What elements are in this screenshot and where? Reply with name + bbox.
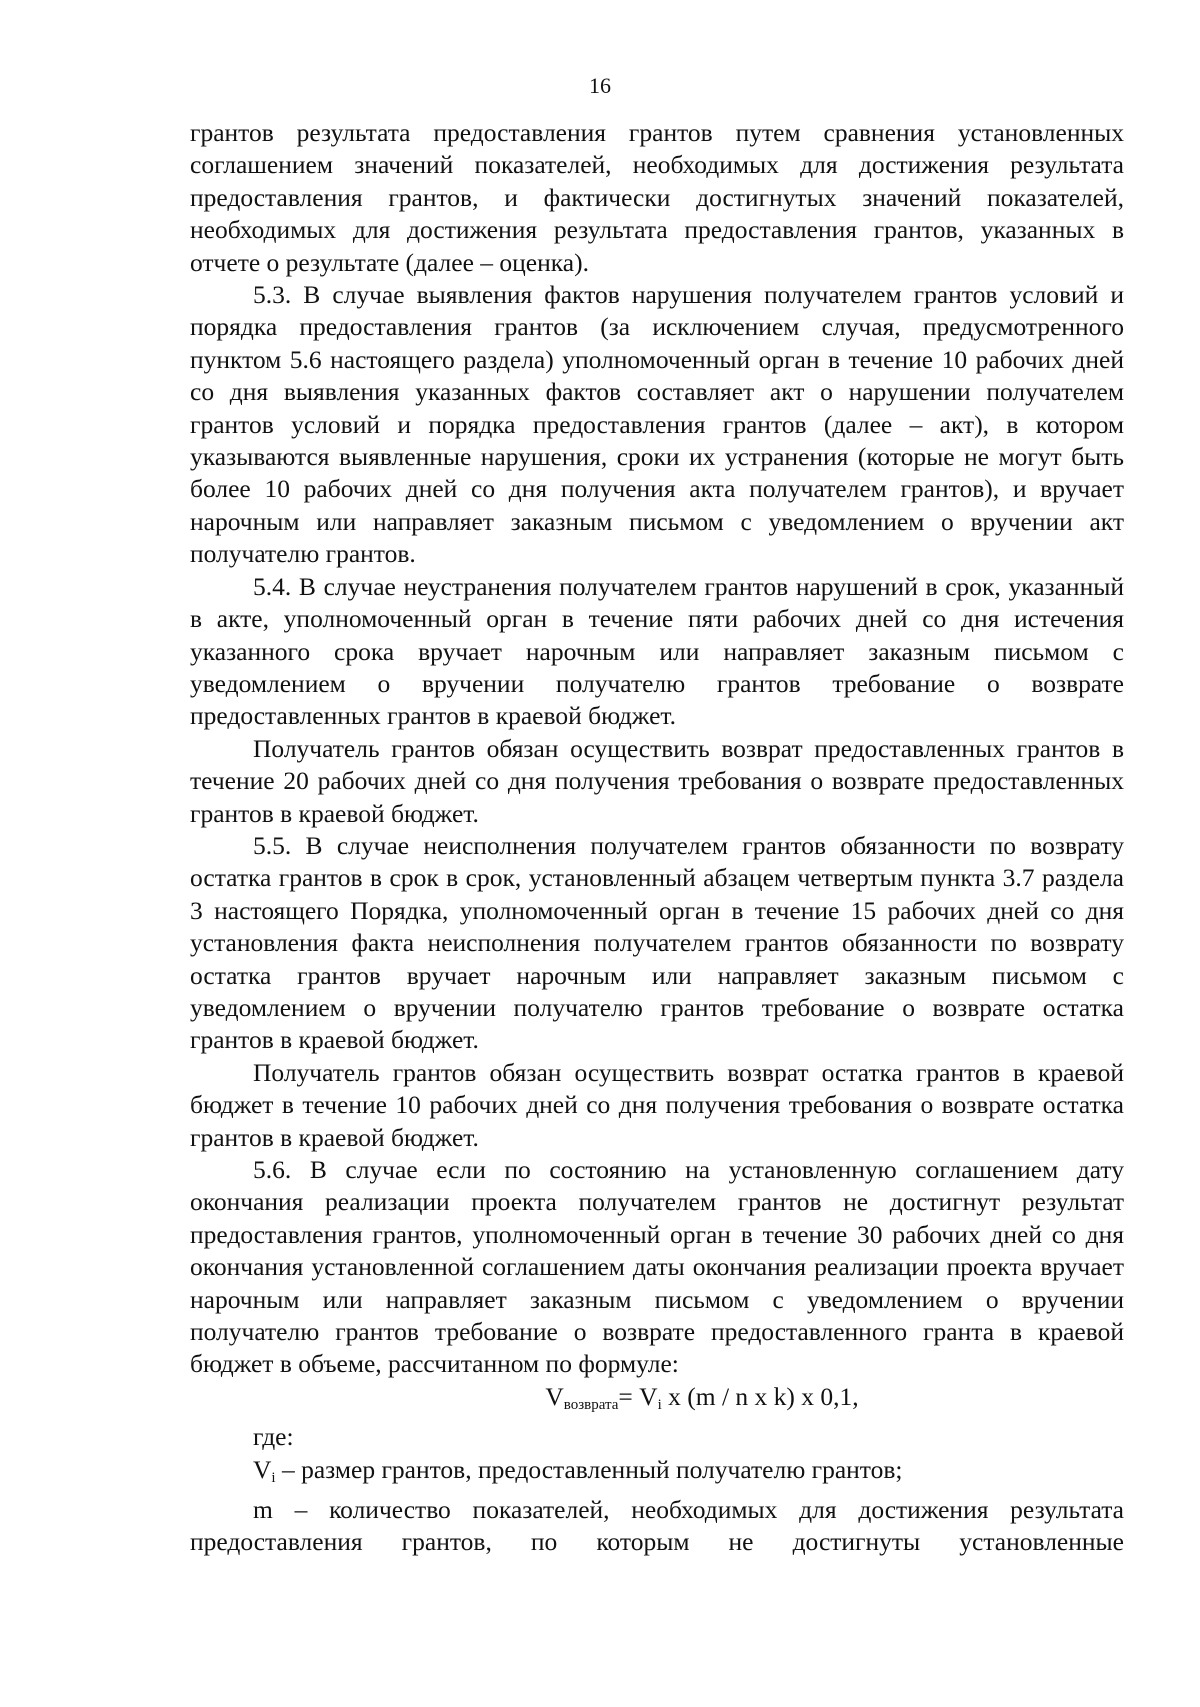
paragraph-5-3: 5.3. В случае выявления фактов нарушения получателем грантов условий и порядка предоставления грантов (за исключением случая, предусмотренного пунктом 5.6 настоящего раздела) уполномоченный орган в течение 10 рабочих дней со дня выявления указанных фактов составляет акт о нарушении получателем грантов условий и порядка предоставления грантов (далее – акт), в котором указываются выявленные нарушения, сроки их устранения (которые не могут быть более 10 рабочих дней со дня получения акта получателем грантов), и вручает нарочным или направляет заказным письмом с уведомлением о вручении акт получателю грантов.	[190, 280, 1124, 569]
formula-tail: x (m / n x k) x 0,1,	[661, 1381, 859, 1411]
vi-symbol: V	[253, 1454, 272, 1484]
vi-definition-text: – размер грантов, предоставленный получателю грантов;	[275, 1454, 903, 1484]
paragraph-5-5: 5.5. В случае неисполнения получателем грантов обязанности по возврату остатка грантов в срок в срок, установленный абзацем четвертым пункта 3.7 раздела 3 настоящего Порядка, уполномоченный орган в течение 15 рабочих дней со дня установления факта неисполнения получателем грантов обязанности по возврату остатка грантов вручает нарочным или направляет заказным письмом с уведомлением о вручении получателю грантов требование о возврате остатка грантов в краевой бюджет.	[190, 830, 1124, 1055]
definition-m: m – количество показателей, необходимых для достижения результата предоставления грантов, по которым не достигнуты установленные	[190, 1495, 1124, 1557]
vi-subscript: i	[271, 1469, 276, 1486]
formula-subscript: возврата	[563, 1396, 619, 1413]
document-body	[190, 117, 1124, 1559]
formula-subscript-i: i	[657, 1396, 662, 1413]
paragraph-5-6: 5.6. В случае если по состоянию на установленную соглашением дату окончания реализации проекта получателем грантов не достигнут результат предоставления грантов, уполномоченный орган в течение 30 рабочих дней со дня окончания установленной соглашением даты окончания реализации проекта вручает нарочным или направляет заказным письмом с уведомлением о вручении получателю грантов требование о возврате предоставленного гранта в краевой бюджет в объеме, рассчитанном по формуле:	[190, 1155, 1124, 1379]
paragraph-continuation: грантов результата предоставления грантов путем сравнения установленных соглашением значений показателей, необходимых для достижения результата предоставления грантов, и фактически достигнутых значений показателей, необходимых для достижения результата предоставления грантов, указанных в отчете о результате (далее – оценка).	[190, 118, 1124, 277]
where-label: где:	[253, 1422, 294, 1452]
definition-vi	[190, 1454, 1124, 1494]
paragraph-5-4: 5.4. В случае неустранения получателем грантов нарушений в срок, указанный в акте, уполномоченный орган в течение пяти рабочих дней со дня истечения указанного срока вручает нарочным или направляет заказным письмом с уведомлением о вручении получателю грантов требование о возврате предоставленных грантов в краевой бюджет.	[190, 571, 1124, 731]
page-number: 16	[589, 73, 611, 98]
paragraph-5-5-return: Получатель грантов обязан осуществить возврат остатка грантов в краевой бюджет в течение 10 рабочих дней со дня получения требования о возврате остатка грантов в краевой бюджет.	[190, 1057, 1124, 1152]
formula-equals-v: = V	[618, 1381, 658, 1411]
paragraph-5-4-return: Получатель грантов обязан осуществить возврат предоставленных грантов в течение 20 рабочих дней со дня получения требования о возврате предоставленных грантов в краевой бюджет.	[190, 733, 1124, 828]
return-formula	[190, 1381, 1124, 1421]
formula-v: V	[545, 1381, 564, 1411]
